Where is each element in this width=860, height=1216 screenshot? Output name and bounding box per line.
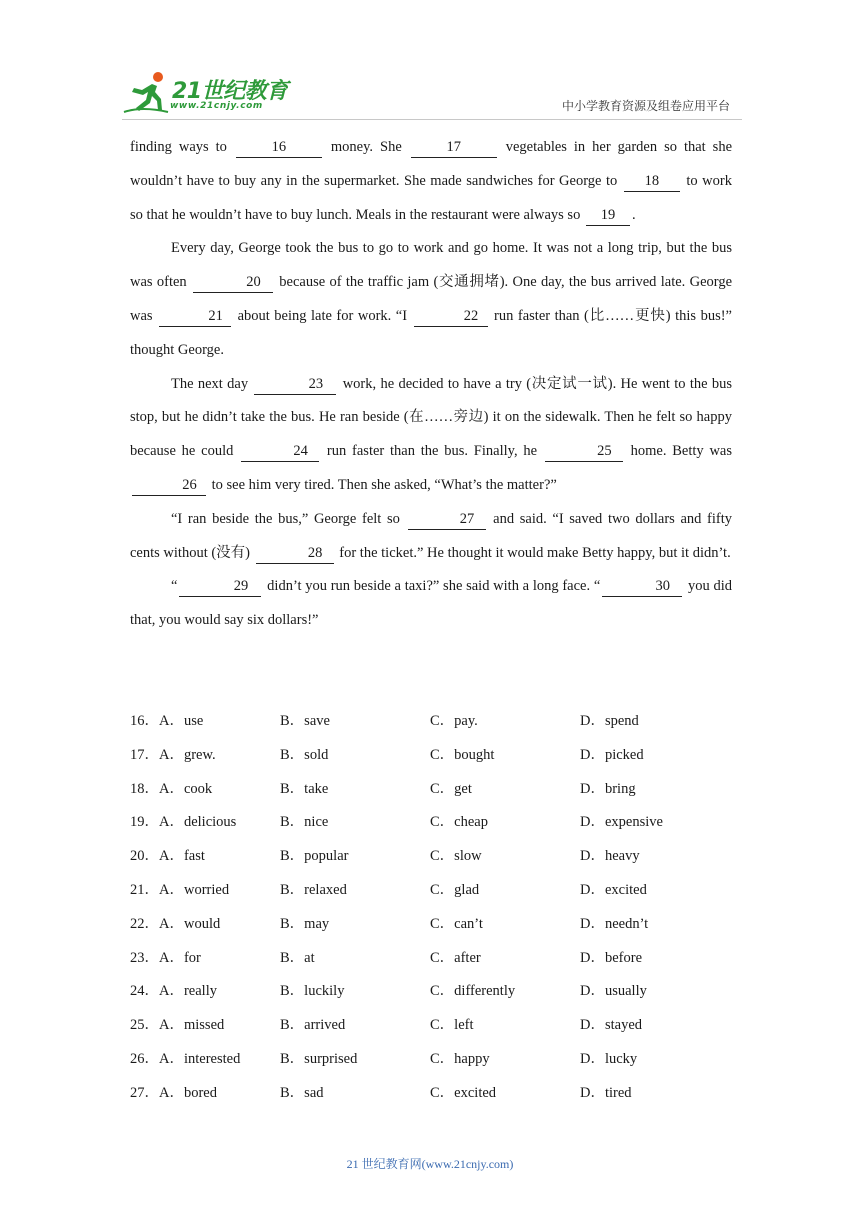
option-c: C．get bbox=[430, 780, 472, 797]
passage-text: home. Betty was bbox=[624, 443, 732, 460]
option-row bbox=[130, 1009, 750, 1043]
passage-text: run faster than the bus. Finally, he bbox=[321, 443, 543, 460]
option-b: B．arrived bbox=[280, 1017, 346, 1034]
option-b: B．popular bbox=[280, 848, 349, 865]
option-row bbox=[130, 840, 750, 874]
option-d: D．usually bbox=[580, 983, 647, 1000]
passage-text: vegetables in her garden so that she wouldn’t have to buy any in the supermarket. She made sandwiches for George to bbox=[130, 139, 732, 189]
option-b: B．sold bbox=[280, 746, 329, 763]
answer-options bbox=[130, 705, 750, 1111]
blank-30: 30 bbox=[602, 577, 682, 597]
blank-24: 24 bbox=[241, 442, 319, 462]
option-b: B．save bbox=[280, 713, 330, 729]
header-divider bbox=[122, 119, 742, 120]
option-c: C．differently bbox=[430, 983, 516, 1000]
option-b: B．may bbox=[280, 915, 330, 932]
option-row bbox=[130, 773, 750, 807]
passage-paragraph bbox=[130, 503, 732, 571]
blank-22: 22 bbox=[414, 307, 488, 327]
option-a: 20．A．fast bbox=[130, 848, 205, 865]
option-c: C．slow bbox=[430, 848, 482, 865]
logo-text: 21世纪教育 bbox=[172, 79, 288, 104]
option-c: C．left bbox=[430, 1017, 474, 1034]
passage-paragraph bbox=[130, 570, 732, 638]
page-footer[interactable]: 21 世纪教育网(www.21cnjy.com) bbox=[346, 1157, 514, 1171]
option-a: 24．A．really bbox=[130, 983, 217, 1000]
option-row bbox=[130, 806, 750, 840]
passage-text: . bbox=[631, 206, 636, 223]
blank-17: 17 bbox=[411, 138, 497, 158]
option-a: 16．A．use bbox=[130, 713, 204, 729]
passage-text: because of the traffic jam (交通拥堵). One day, the bus arrived late. George was bbox=[130, 274, 733, 324]
passage-text: work, he decided to have a try (决定试一试). He went to the bus stop, but he didn’t take the bus. He ran beside (在……旁边) it on the sidewalk. Then he felt so happy because he could bbox=[130, 375, 732, 460]
passage-text: about being late for work. “I bbox=[233, 307, 412, 324]
option-c: C．happy bbox=[430, 1050, 490, 1067]
option-row bbox=[130, 874, 750, 908]
option-d: D．spend bbox=[580, 713, 639, 729]
page-header bbox=[0, 0, 860, 125]
site-logo[interactable] bbox=[122, 68, 292, 118]
option-d: D．excited bbox=[580, 881, 647, 898]
passage-text: Every day, George took the bus to go to work and go home. It was not a long trip, but the bus was often bbox=[130, 240, 732, 291]
option-c: C．can’t bbox=[430, 915, 483, 932]
passage-text: and said. “I saved two dollars and fifty cents without (没有) bbox=[130, 510, 732, 561]
blank-19: 19 bbox=[586, 206, 630, 226]
option-d: D．picked bbox=[580, 746, 644, 763]
blank-26: 26 bbox=[132, 476, 206, 496]
option-d: D．needn’t bbox=[580, 915, 649, 932]
option-a: 23．A．for bbox=[130, 949, 201, 966]
blank-18: 18 bbox=[624, 172, 680, 192]
option-d: D．stayed bbox=[580, 1017, 643, 1034]
option-b: B．luckily bbox=[280, 983, 345, 1000]
passage-text: money. She bbox=[323, 139, 409, 155]
option-a: 18．A．cook bbox=[130, 780, 213, 797]
blank-20: 20 bbox=[193, 273, 273, 293]
option-c: C．cheap bbox=[430, 814, 488, 831]
passage-text: The next day bbox=[171, 375, 253, 392]
passage-text: to see him very tired. Then she asked, “What’s the matter?” bbox=[208, 476, 557, 493]
option-c: C．excited bbox=[430, 1084, 497, 1101]
option-row bbox=[130, 739, 750, 773]
option-b: B．sad bbox=[280, 1084, 324, 1101]
passage-text: finding ways to bbox=[130, 139, 234, 155]
option-a: 25．A．missed bbox=[130, 1017, 225, 1034]
option-d: D．before bbox=[580, 949, 643, 966]
passage-paragraph bbox=[130, 368, 732, 503]
option-c: C．after bbox=[430, 949, 481, 966]
option-d: D．bring bbox=[580, 780, 636, 797]
option-d: D．expensive bbox=[580, 814, 663, 831]
blank-23: 23 bbox=[254, 375, 336, 395]
option-d: D．tired bbox=[580, 1084, 632, 1101]
option-row bbox=[130, 975, 750, 1009]
option-b: B．surprised bbox=[280, 1050, 358, 1067]
passage-text: for the ticket.” He thought it would make Betty happy, but it didn’t. bbox=[335, 544, 731, 561]
option-row bbox=[130, 908, 750, 942]
blank-16: 16 bbox=[236, 138, 322, 158]
passage-text: you did that, you would say six dollars!” bbox=[130, 578, 733, 629]
option-b: B．at bbox=[280, 949, 315, 966]
runner-logo-icon bbox=[122, 68, 170, 116]
blank-21: 21 bbox=[159, 307, 231, 327]
blank-27: 27 bbox=[408, 510, 486, 530]
option-a: 22．A．would bbox=[130, 915, 221, 932]
passage-paragraph bbox=[130, 131, 732, 232]
option-a: 17．A．grew. bbox=[130, 746, 216, 763]
logo-url: www.21cnjy.com bbox=[170, 101, 263, 111]
option-c: C．bought bbox=[430, 746, 495, 763]
option-a: 21．A．worried bbox=[130, 881, 230, 898]
option-b: B．relaxed bbox=[280, 881, 347, 898]
option-c: C．pay. bbox=[430, 713, 478, 729]
cloze-passage bbox=[130, 131, 732, 638]
passage-paragraph bbox=[130, 232, 732, 367]
option-row bbox=[130, 705, 750, 739]
passage-text: “I ran beside the bus,” George felt so bbox=[171, 510, 406, 527]
passage-text: to work so that he wouldn’t have to buy lunch. Meals in the restaurant were always so bbox=[130, 172, 732, 223]
option-d: D．heavy bbox=[580, 848, 640, 865]
option-row bbox=[130, 942, 750, 976]
blank-25: 25 bbox=[545, 442, 623, 462]
passage-text: “ bbox=[171, 578, 178, 595]
option-b: B．take bbox=[280, 780, 329, 797]
option-c: C．glad bbox=[430, 881, 480, 898]
option-d: D．lucky bbox=[580, 1050, 638, 1067]
option-a: 19．A．delicious bbox=[130, 814, 237, 831]
passage-text: didn’t you run beside a taxi?” she said with a long face. “ bbox=[263, 578, 601, 595]
option-a: 27．A．bored bbox=[130, 1084, 217, 1101]
option-b: B．nice bbox=[280, 814, 329, 831]
option-row bbox=[130, 1043, 750, 1077]
blank-29: 29 bbox=[179, 577, 261, 597]
blank-28: 28 bbox=[256, 544, 334, 564]
header-tagline: 中小学教育资源及组卷应用平台 bbox=[561, 99, 730, 113]
passage-text: run faster than (比……更快) this bus!” thought George. bbox=[130, 307, 732, 358]
option-row bbox=[130, 1077, 750, 1111]
option-a: 26．A．interested bbox=[130, 1050, 241, 1067]
